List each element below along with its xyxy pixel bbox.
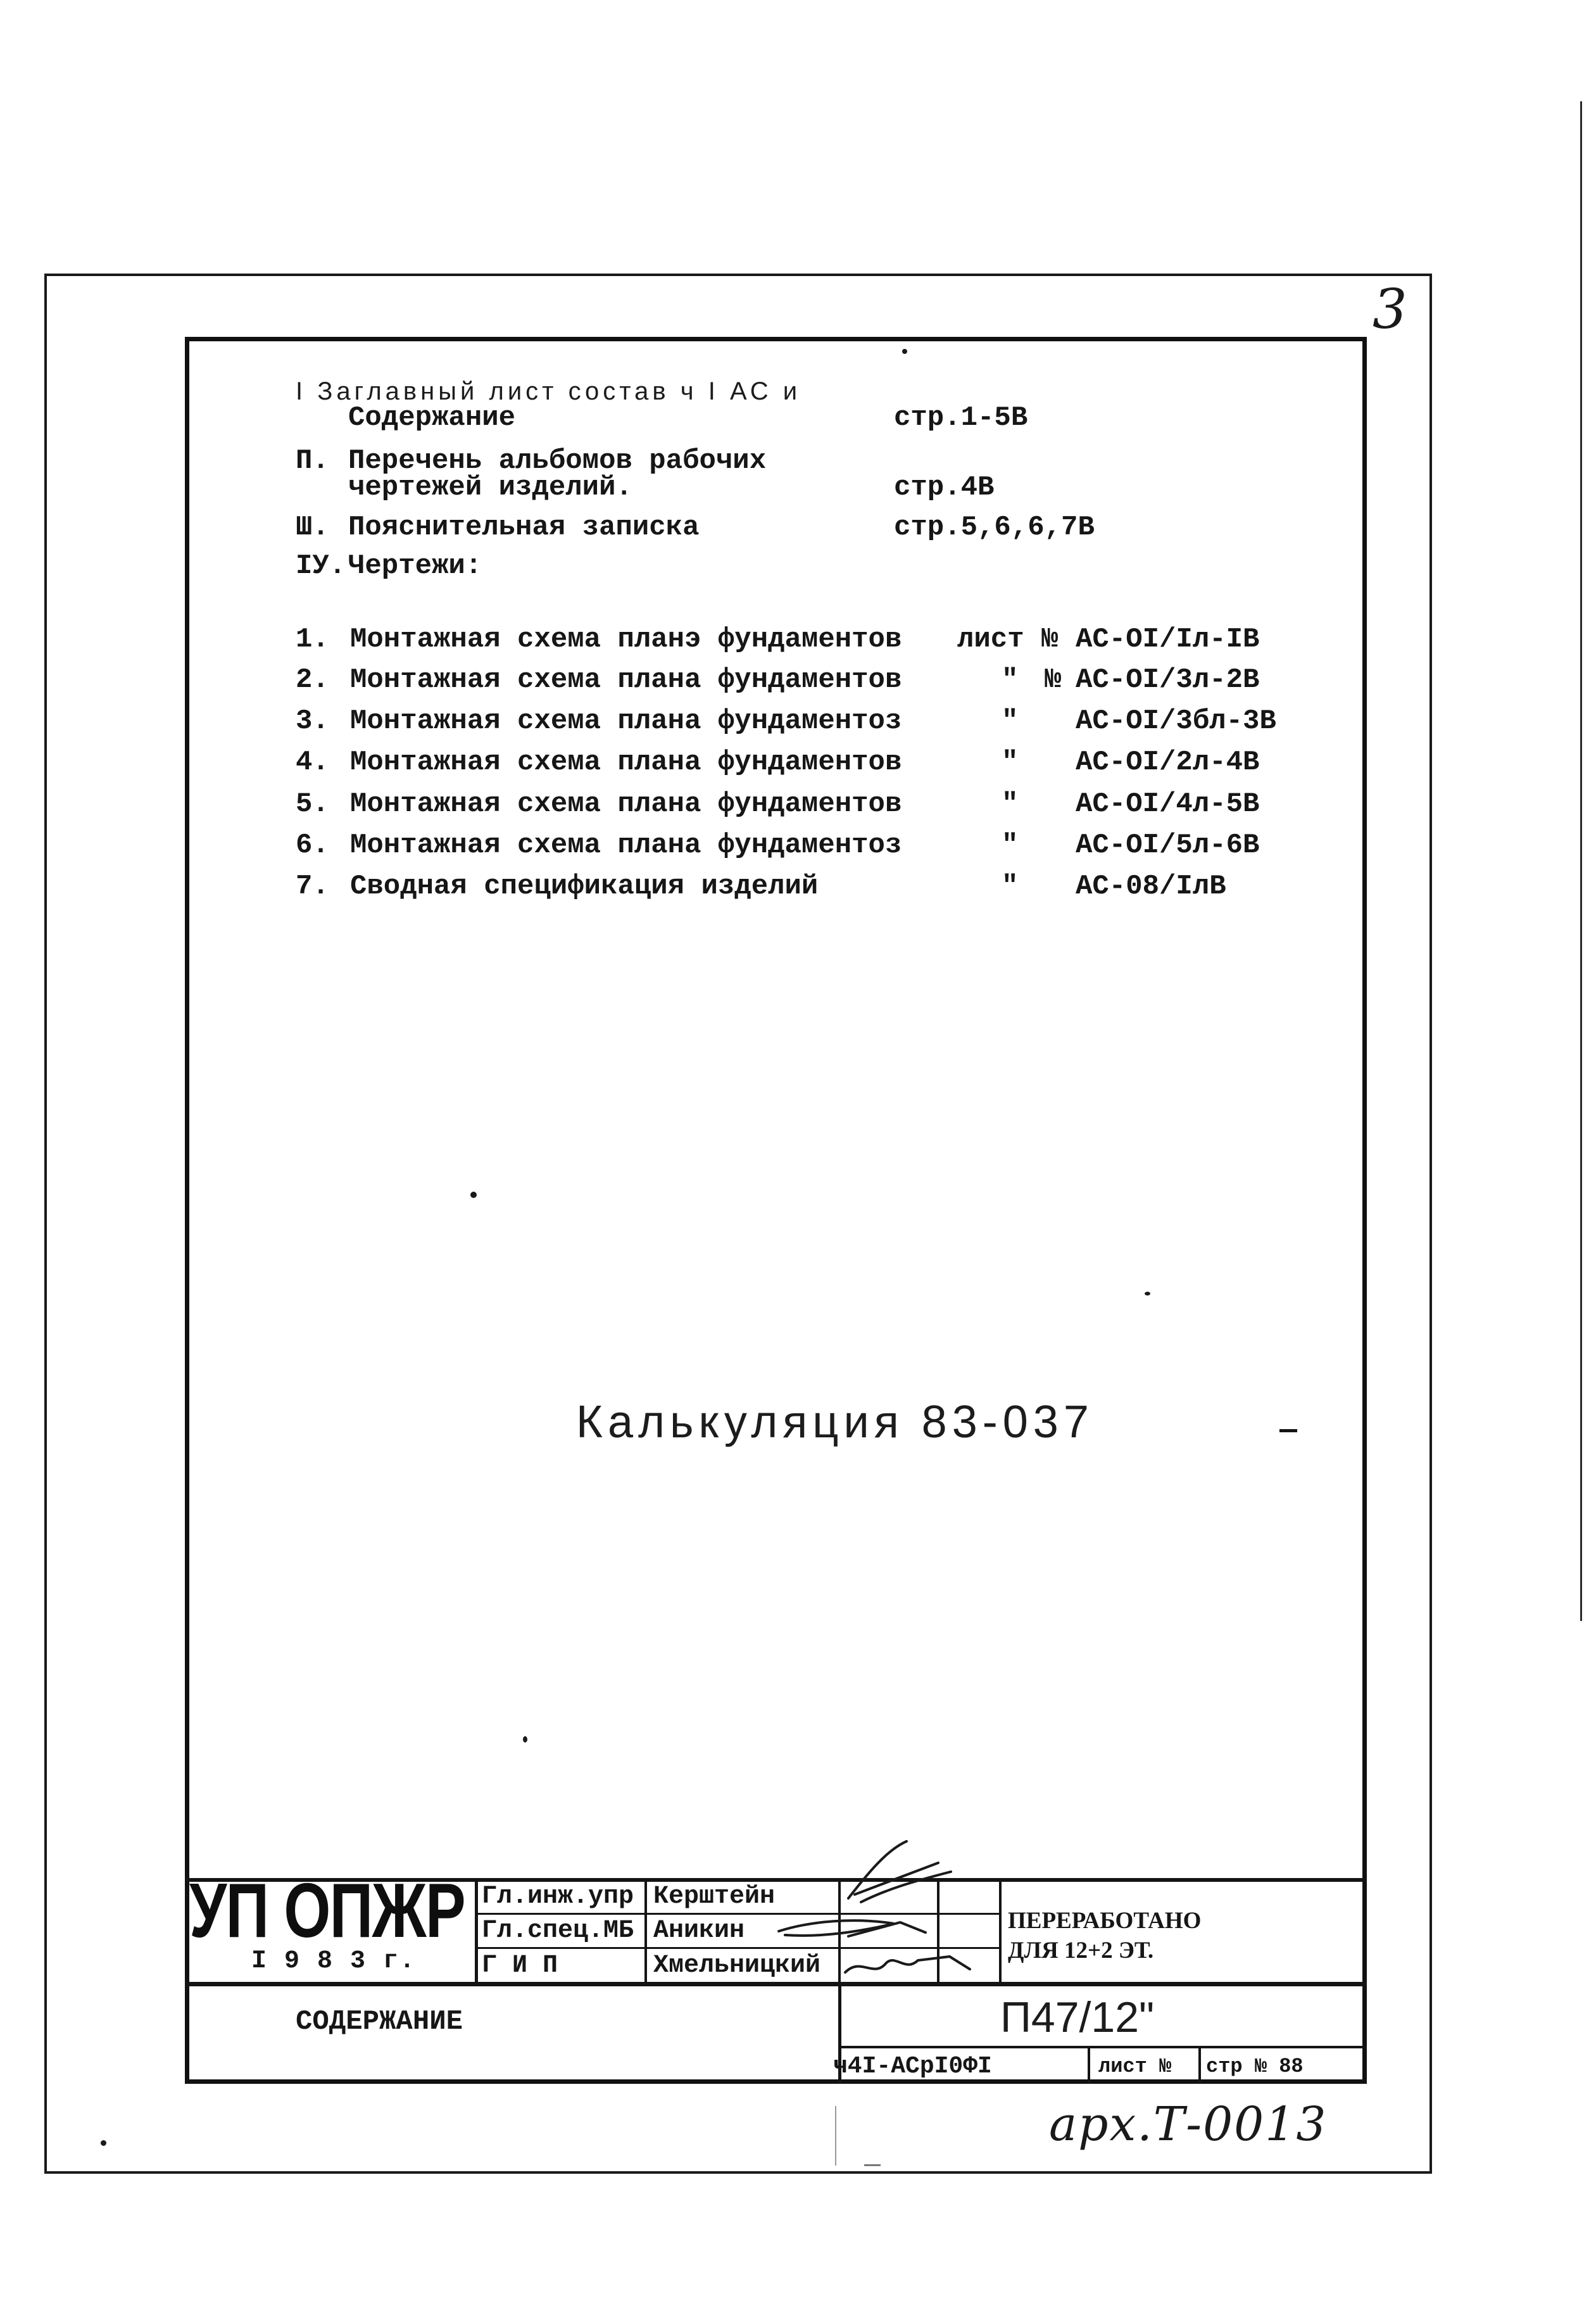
signature-scribbles [760,1836,1013,2001]
drawing-code: АС-OI/5л-6В [1076,829,1260,861]
section-3-title: Пояснительная записка [348,512,700,543]
drawing-number: 6. [296,829,329,861]
scan-speck [1145,1292,1150,1296]
sheet-title: СОДЕРЖАНИЕ [296,2006,463,2038]
calculation-note: Калькуляция 83-037 [576,1397,1094,1447]
scan-speck [902,349,907,354]
scan-mark [864,2164,881,2166]
drawing-number: 5. [296,788,329,820]
drawing-code: АС-OI/3л-2В [1076,664,1260,696]
handwritten-header: I Заглавный лист состав ч I АС и [296,377,801,405]
staff-role: Гл.инж.упр [482,1882,634,1911]
staff-role: Гл.спец.МБ [482,1917,634,1945]
drawing-title: Монтажная схема плана фундаментов [350,664,902,696]
section-4-number: IУ. [296,550,346,582]
section-3-number: Ш. [296,512,329,543]
section-1-page: стр.1-5В [894,402,1028,434]
drawing-code: АС-OI/Iл-IВ [1076,624,1260,655]
drawing-number: 2. [296,664,329,696]
scan-speck [101,2140,106,2146]
section-4-title: Чертежи: [348,550,482,582]
section-2-number: П. [296,445,329,477]
ditto-mark: " [1002,664,1019,696]
drawing-number: 4. [296,747,329,778]
ditto-mark: " [1002,871,1019,902]
document-code: ч4I-АСрI0ФI [833,2053,992,2080]
drawing-number: 1. [296,624,329,655]
section-2-page: стр.4В [894,472,995,503]
drawing-sheet-mark: лист [957,624,1024,655]
column-divider [1198,2047,1201,2084]
section-1-title: Содержание [348,402,516,434]
ditto-mark: " [1002,705,1019,737]
archive-number: арх.Т-0013 [1049,2097,1328,2152]
page-number-mark: 3 [1373,278,1407,341]
column-divider [1088,2047,1090,2084]
revision-note-line-2: ДЛЯ 12+2 ЭТ. [1008,1938,1154,1964]
drawing-number: 7. [296,871,329,902]
drawing-code: АС-08/IлВ [1076,871,1226,902]
drawing-code: АС-OI/2л-4В [1076,747,1260,778]
staff-name: Керштейн [653,1882,776,1911]
scan-speck [470,1192,477,1198]
drawing-title: Монтажная схема плана фундаментоз [350,829,902,861]
drawing-title: Сводная спецификация изделий [350,871,819,902]
page-label: стр № 88 [1206,2055,1304,2078]
sheet-label: лист № [1098,2055,1172,2078]
ditto-mark: " [1002,788,1019,820]
inner-frame [185,337,1367,2084]
number-sign: № [1045,664,1062,696]
ditto-mark: " [1002,829,1019,861]
column-divider [475,1880,478,1983]
drawing-title: Монтажная схема плана фундаментов [350,788,902,820]
section-2-title-line-1: Перечень альбомов рабочих [348,445,767,477]
scan-speck [523,1736,527,1743]
organization-logo: УП ОПЖР [189,1867,465,1953]
row-divider [839,2046,1367,2048]
project-code: П47/12" [1000,1993,1155,2041]
year: I 9 8 3 г. [251,1947,417,1976]
handwritten-dash [1279,1429,1297,1432]
drawing-code: АС-OI/4л-5В [1076,788,1260,820]
ditto-mark: " [1002,747,1019,778]
section-2-title-line-2: чертежей изделий. [348,472,632,503]
staff-role: Г И П [482,1951,558,1980]
drawing-title: Монтажная схема планэ фундаментов [350,624,902,655]
revision-note-line-1: ПЕРЕРАБОТАНО [1008,1908,1202,1934]
drawing-title: Монтажная схема плана фундаментов [350,747,902,778]
section-3-page: стр.5,6,6,7В [894,512,1095,543]
drawing-number: 3. [296,705,329,737]
number-sign: № [1041,624,1059,655]
scan-mark [835,2106,836,2166]
drawing-code: АС-OI/3бл-3В [1076,705,1276,737]
staff-name: Хмельницкий [653,1951,821,1980]
drawing-title: Монтажная схема плана фундаментоз [350,705,902,737]
staff-name: Аникин [653,1917,745,1945]
column-divider [644,1880,647,1983]
page-edge-shadow [1580,101,1582,1621]
